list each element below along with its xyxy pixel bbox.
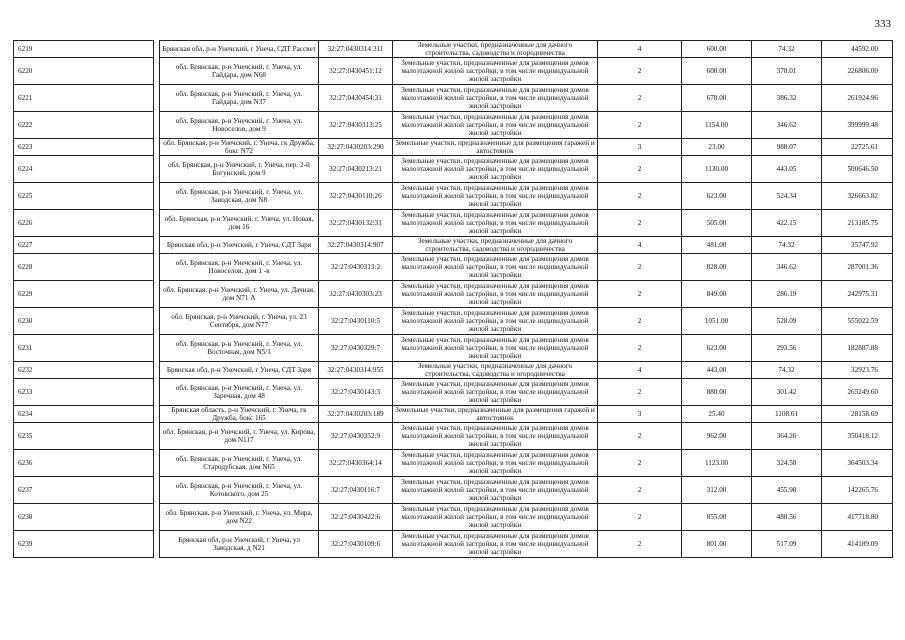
land-use-type: Земельные участки, предназначенные для дачного строительства, садоводства и огородничества xyxy=(393,237,598,254)
cadastral-value: 326663.82 xyxy=(822,183,893,210)
parcel-address: обл. Брянская, р-н Унечский, г. Унеча, ул. Котовского, дом 25 xyxy=(160,477,319,504)
cadastral-number: 32:27:0430143:3 xyxy=(319,379,393,406)
parcel-area: 23.00 xyxy=(682,139,752,156)
parcel-area: 1154.00 xyxy=(682,112,752,139)
group-number: 2 xyxy=(598,335,682,362)
parcel-address: обл. Брянская, р-н Унечский, г. Унеча, ул. Мира, дом N22 xyxy=(160,504,319,531)
specific-value: 346.62 xyxy=(752,254,822,281)
table-row xyxy=(14,85,893,112)
group-number: 2 xyxy=(598,85,682,112)
cadastral-number: 32:27:0430313:25 xyxy=(319,112,393,139)
parcel-area: 855.00 xyxy=(682,504,752,531)
table-row xyxy=(14,335,893,362)
group-number: 2 xyxy=(598,477,682,504)
parcel-address: обл. Брянская, р-н Унечский, г. Унеча, ул. Стародубская, дом N65 xyxy=(160,450,319,477)
parcel-number: 6233 xyxy=(14,379,154,406)
cadastral-number: 32:27:0430329:7 xyxy=(319,335,393,362)
table-row xyxy=(14,531,893,558)
specific-value: 378.01 xyxy=(752,58,822,85)
specific-value: 286.19 xyxy=(752,281,822,308)
parcel-number: 6221 xyxy=(14,85,154,112)
cadastral-value: 182887.88 xyxy=(822,335,893,362)
parcel-address: Брянская область, р-н Унечский, г. Унеча, гк Дружба, бокс 165 xyxy=(160,406,319,423)
table-row xyxy=(14,112,893,139)
parcel-area: 828.00 xyxy=(682,254,752,281)
land-use-type: Земельные участки, предназначенные для размещения домов малоэтажной жилой застройки, в том числе индивидуальной жилой застройки xyxy=(393,450,598,477)
parcel-address: обл. Брянская, р-н Унечский, г. Унеча, ул. Новоселов, дом 1 -в xyxy=(160,254,319,281)
parcel-address: Брянская обл, р-н Унечский, г Унеча, ул Заводская, д N21 xyxy=(160,531,319,558)
specific-value: 443.05 xyxy=(752,156,822,183)
parcel-area: 600.00 xyxy=(682,58,752,85)
cadastral-number: 32:27:0430313:2 xyxy=(319,254,393,281)
land-use-type: Земельные участки, предназначенные для размещения гаражей и автостоянок xyxy=(393,406,598,423)
group-number: 4 xyxy=(598,237,682,254)
land-use-type: Земельные участки, предназначенные для дачного строительства, садоводства и огородничества xyxy=(393,362,598,379)
group-number: 2 xyxy=(598,210,682,237)
cadastral-value: 35747.92 xyxy=(822,237,893,254)
parcel-number: 6232 xyxy=(14,362,154,379)
page-number: 333 xyxy=(874,18,891,30)
parcel-area: 678.00 xyxy=(682,85,752,112)
parcel-area: 880.00 xyxy=(682,379,752,406)
parcel-area: 849.00 xyxy=(682,281,752,308)
cadastral-number: 32:27:0430132:31 xyxy=(319,210,393,237)
cadastral-number: 32:27:0430451:12 xyxy=(319,58,393,85)
cadastral-number: 32:27:0430203:290 xyxy=(319,139,393,156)
parcel-number: 6234 xyxy=(14,406,154,423)
cadastral-number: 32:27:0430110:26 xyxy=(319,183,393,210)
table-row xyxy=(14,183,893,210)
cadastral-value: 265249.60 xyxy=(822,379,893,406)
parcel-number: 6229 xyxy=(14,281,154,308)
cadastral-number: 32:27:0430314:311 xyxy=(319,41,393,58)
parcel-area: 600.00 xyxy=(682,41,752,58)
specific-value: 74.32 xyxy=(752,41,822,58)
table-row xyxy=(14,58,893,85)
parcel-area: 962.00 xyxy=(682,423,752,450)
table-row xyxy=(14,379,893,406)
cadastral-number: 32:27:0430314:955 xyxy=(319,362,393,379)
cadastral-number: 32:27:0430110:5 xyxy=(319,308,393,335)
group-number: 2 xyxy=(598,156,682,183)
cadastral-number: 32:27:0430422:6 xyxy=(319,504,393,531)
parcel-number: 6227 xyxy=(14,237,154,254)
specific-value: 346.62 xyxy=(752,112,822,139)
table-row xyxy=(14,156,893,183)
parcel-address: обл. Брянская, р-н Унечский, г. Унеча, пер. 2-й Богунский, дом 9 xyxy=(160,156,319,183)
cadastral-number: 32:27:0430454:31 xyxy=(319,85,393,112)
parcel-number: 6219 xyxy=(14,41,154,58)
group-number: 2 xyxy=(598,281,682,308)
cadastral-value: 261924.96 xyxy=(822,85,893,112)
parcel-address: обл. Брянская, р-н Унечский, г. Унеча, ул. 23 Сентября, дом N77 xyxy=(160,308,319,335)
parcel-number: 6228 xyxy=(14,254,154,281)
cadastral-number: 32:27:0430203:189 xyxy=(319,406,393,423)
cadastral-number: 32:27:0430314:907 xyxy=(319,237,393,254)
cadastral-value: 364503.34 xyxy=(822,450,893,477)
cadastral-value: 500646.50 xyxy=(822,156,893,183)
specific-value: 74.32 xyxy=(752,362,822,379)
parcel-address: обл. Брянская, р-н Унечский, г. Унеча, ул. Заводская, дом N8 xyxy=(160,183,319,210)
cadastral-number: 32:27:0430364:14 xyxy=(319,450,393,477)
parcel-number: 6238 xyxy=(14,504,154,531)
land-use-type: Земельные участки, предназначенные для размещения домов малоэтажной жилой застройки, в том числе индивидуальной жилой застройки xyxy=(393,112,598,139)
group-number: 2 xyxy=(598,308,682,335)
land-use-type: Земельные участки, предназначенные для размещения домов малоэтажной жилой застройки, в том числе индивидуальной жилой застройки xyxy=(393,379,598,406)
parcel-number: 6220 xyxy=(14,58,154,85)
table-row xyxy=(14,254,893,281)
parcel-number: 6226 xyxy=(14,210,154,237)
group-number: 2 xyxy=(598,58,682,85)
parcel-number: 6235 xyxy=(14,423,154,450)
specific-value: 301.42 xyxy=(752,379,822,406)
table-body xyxy=(14,41,893,558)
specific-value: 74.32 xyxy=(752,237,822,254)
cadastral-value: 142265.76 xyxy=(822,477,893,504)
cadastral-number: 32:27:0430303:23 xyxy=(319,281,393,308)
table-row xyxy=(14,308,893,335)
cadastral-value: 44592.00 xyxy=(822,41,893,58)
specific-value: 386.32 xyxy=(752,85,822,112)
specific-value: 422.15 xyxy=(752,210,822,237)
cadastral-number: 32:27:0430352:9 xyxy=(319,423,393,450)
table-row xyxy=(14,362,893,379)
parcel-address: Брянская обл, р-н Унечский, г Унеча, СДТ Заря xyxy=(160,237,319,254)
land-use-type: Земельные участки, предназначенные для размещения домов малоэтажной жилой застройки, в том числе индивидуальной жилой застройки xyxy=(393,85,598,112)
parcel-area: 25.40 xyxy=(682,406,752,423)
cadastral-number: 32:27:0430213:21 xyxy=(319,156,393,183)
cadastral-value: 28158.69 xyxy=(822,406,893,423)
table-row xyxy=(14,281,893,308)
parcel-area: 481.00 xyxy=(682,237,752,254)
group-number: 2 xyxy=(598,423,682,450)
land-use-type: Земельные участки, предназначенные для размещения домов малоэтажной жилой застройки, в том числе индивидуальной жилой застройки xyxy=(393,254,598,281)
group-number: 2 xyxy=(598,450,682,477)
parcel-number: 6222 xyxy=(14,112,154,139)
specific-value: 528.09 xyxy=(752,308,822,335)
specific-value: 988.07 xyxy=(752,139,822,156)
table-row xyxy=(14,450,893,477)
land-use-type: Земельные участки, предназначенные для размещения домов малоэтажной жилой застройки, в том числе индивидуальной жилой застройки xyxy=(393,210,598,237)
cadastral-value: 22725.61 xyxy=(822,139,893,156)
group-number: 2 xyxy=(598,531,682,558)
parcel-number: 6236 xyxy=(14,450,154,477)
table-row xyxy=(14,423,893,450)
cadastral-value: 399999.48 xyxy=(822,112,893,139)
cadastral-value: 226806.00 xyxy=(822,58,893,85)
parcel-address: обл. Брянская, р-н Унечский, г. Унеча, ул. Гайдара, дом N68 xyxy=(160,58,319,85)
land-use-type: Земельные участки, предназначенные для дачного строительства, садоводства и огородничества xyxy=(393,41,598,58)
land-use-type: Земельные участки, предназначенные для размещения домов малоэтажной жилой застройки, в том числе индивидуальной жилой застройки xyxy=(393,281,598,308)
parcel-address: обл. Брянская, р-н Унечский, г. Унеча, гк Дружба, бокс N72 xyxy=(160,139,319,156)
parcel-area: 801.00 xyxy=(682,531,752,558)
cadastral-value: 417718.80 xyxy=(822,504,893,531)
cadastral-value: 555022.59 xyxy=(822,308,893,335)
specific-value: 488.56 xyxy=(752,504,822,531)
parcel-area: 623.00 xyxy=(682,183,752,210)
group-number: 2 xyxy=(598,112,682,139)
cadastral-number: 32:27:0430116:7 xyxy=(319,477,393,504)
parcel-address: обл. Брянская, р-н Унечский, г. Унеча, ул. Дачная, дом N71 А xyxy=(160,281,319,308)
parcel-area: 505.00 xyxy=(682,210,752,237)
cadastral-value: 287001.36 xyxy=(822,254,893,281)
group-number: 2 xyxy=(598,183,682,210)
parcel-number: 6239 xyxy=(14,531,154,558)
land-use-type: Земельные участки, предназначенные для размещения домов малоэтажной жилой застройки, в том числе индивидуальной жилой застройки xyxy=(393,183,598,210)
parcel-address: обл. Брянская, р-н Унечский, г. Унеча, ул. Гайдара, дом N37 xyxy=(160,85,319,112)
parcel-address: обл. Брянская, р-н Унечский, г. Унеча, ул. Новая, дом 16 xyxy=(160,210,319,237)
parcel-area: 443.00 xyxy=(682,362,752,379)
land-use-type: Земельные участки, предназначенные для размещения домов малоэтажной жилой застройки, в том числе индивидуальной жилой застройки xyxy=(393,504,598,531)
parcel-address: обл. Брянская, р-н Унечский, г. Унеча, ул. Заречная, дом 48 xyxy=(160,379,319,406)
group-number: 2 xyxy=(598,254,682,281)
parcel-address: обл. Брянская, р-н Унечский, г. Унеча, ул. Восточная, дом N5/1 xyxy=(160,335,319,362)
parcel-address: обл. Брянская, р-н Унечский, г. Унеча, ул. Кирова, дом N117 xyxy=(160,423,319,450)
land-use-type: Земельные участки, предназначенные для размещения домов малоэтажной жилой застройки, в том числе индивидуальной жилой застройки xyxy=(393,156,598,183)
land-use-type: Земельные участки, предназначенные для размещения домов малоэтажной жилой застройки, в том числе индивидуальной жилой застройки xyxy=(393,477,598,504)
group-number: 3 xyxy=(598,139,682,156)
parcel-address: Брянская обл, р-н Унечский, г Унеча, СДТ Рассвет xyxy=(160,41,319,58)
cadastral-value: 213185.75 xyxy=(822,210,893,237)
parcel-area: 312.00 xyxy=(682,477,752,504)
land-use-type: Земельные участки, предназначенные для размещения домов малоэтажной жилой застройки, в том числе индивидуальной жилой застройки xyxy=(393,423,598,450)
land-use-type: Земельные участки, предназначенные для размещения домов малоэтажной жилой застройки, в том числе индивидуальной жилой застройки xyxy=(393,531,598,558)
cadastral-value: 414189.09 xyxy=(822,531,893,558)
parcel-area: 1130.00 xyxy=(682,156,752,183)
cadastral-number: 32:27:0430109:6 xyxy=(319,531,393,558)
parcel-number: 6223 xyxy=(14,139,154,156)
table-row xyxy=(14,504,893,531)
land-use-type: Земельные участки, предназначенные для размещения гаражей и автостоянок xyxy=(393,139,598,156)
group-number: 2 xyxy=(598,379,682,406)
cadastral-value: 242975.31 xyxy=(822,281,893,308)
land-use-type: Земельные участки, предназначенные для размещения домов малоэтажной жилой застройки, в том числе индивидуальной жилой застройки xyxy=(393,308,598,335)
parcel-number: 6237 xyxy=(14,477,154,504)
specific-value: 517.09 xyxy=(752,531,822,558)
table-row xyxy=(14,210,893,237)
parcel-address: обл. Брянская, р-н Унечский, г. Унеча, ул. Новоселов, дом 9 xyxy=(160,112,319,139)
table-row xyxy=(14,477,893,504)
land-use-type: Земельные участки, предназначенные для размещения домов малоэтажной жилой застройки, в том числе индивидуальной жилой застройки xyxy=(393,335,598,362)
parcel-number: 6230 xyxy=(14,308,154,335)
parcel-address: Брянская обл, р-н Унечский, г Унеча, СДТ Заря xyxy=(160,362,319,379)
specific-value: 1108.61 xyxy=(752,406,822,423)
parcel-number: 6231 xyxy=(14,335,154,362)
parcel-area: 1051.00 xyxy=(682,308,752,335)
specific-value: 455.98 xyxy=(752,477,822,504)
cadastral-value: 32923.76 xyxy=(822,362,893,379)
specific-value: 324.58 xyxy=(752,450,822,477)
parcel-number: 6225 xyxy=(14,183,154,210)
parcel-area: 623.00 xyxy=(682,335,752,362)
table-row xyxy=(14,41,893,58)
group-number: 4 xyxy=(598,41,682,58)
parcel-number: 6224 xyxy=(14,156,154,183)
table-row xyxy=(14,237,893,254)
specific-value: 293.56 xyxy=(752,335,822,362)
group-number: 2 xyxy=(598,504,682,531)
land-valuation-table xyxy=(13,40,893,558)
group-number: 3 xyxy=(598,406,682,423)
group-number: 4 xyxy=(598,362,682,379)
specific-value: 524.34 xyxy=(752,183,822,210)
specific-value: 364.26 xyxy=(752,423,822,450)
cadastral-value: 350418.12 xyxy=(822,423,893,450)
land-use-type: Земельные участки, предназначенные для размещения домов малоэтажной жилой застройки, в том числе индивидуальной жилой застройки xyxy=(393,58,598,85)
table-row xyxy=(14,139,893,156)
parcel-area: 1123.00 xyxy=(682,450,752,477)
table-row xyxy=(14,406,893,423)
